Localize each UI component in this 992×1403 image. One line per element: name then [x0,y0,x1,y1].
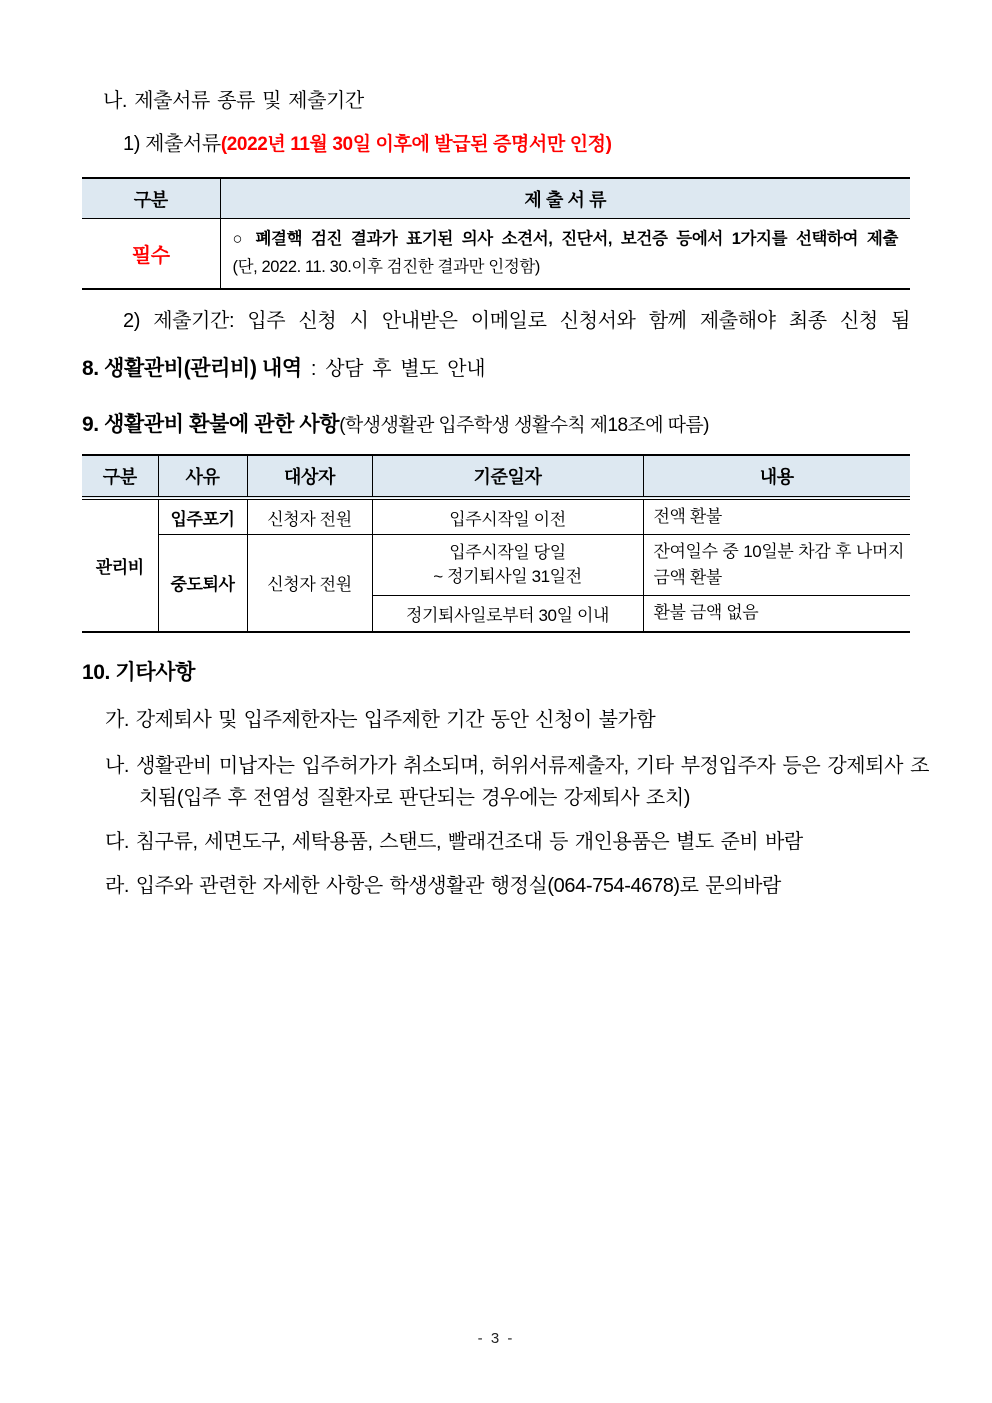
submission-docs-table [82,177,910,290]
page-number: - 3 - [477,1330,515,1347]
table-header-row [82,455,910,498]
section-8-heading [82,355,910,383]
target-cell: 신청자 전원 [247,535,372,632]
section-9-heading [82,411,910,440]
etc-item-ra: 라. 입주와 관련한 자세한 사항은 학생생활관 행정실(064-754-4678)로 문의바람 [105,874,781,897]
docs-label: 1) 제출서류 [123,133,221,155]
submission-period-line: 2) 제출기간: 입주 신청 시 안내받은 이메일로 신청서와 함께 제출해야 최종 신청 됨 [123,310,910,332]
header-cell-target: 대상자 [247,455,372,498]
table-row-early-leave [82,535,910,596]
header-cell-content: 내용 [643,455,910,498]
etc-item-na: 나. 생활관비 미납자는 입주허가가 취소되며, 허위서류제출자, 기타 부정입주자 등은 강제퇴사 조치됨(입주 후 전염성 질환자로 판단되는 경우에는 강제퇴사 조치) [105,754,929,809]
header-cell-basis-date: 기준일자 [372,455,643,498]
table-row-give-up [82,498,910,535]
etc-item-ga: 가. 강제퇴사 및 입주제한자는 입주제한 기간 동안 신청이 불가함 [105,708,656,731]
document-description-cell [220,219,910,290]
refund-detail-cell: 전액 환불 [643,498,910,535]
header-cell-documents: 제 출 서 류 [220,178,910,219]
section-heading-submission-docs: 나. 제출서류 종류 및 제출기간 [103,90,364,112]
section-8-subtitle: : 상담 후 별도 안내 [301,358,486,380]
required-label-cell: 필수 [131,245,170,267]
etc-item-da: 다. 침구류, 세면도구, 세탁용품, 스탠드, 빨래건조대 등 개인용품은 별도 준비 바람 [105,830,803,853]
basis-date-line2: ~ 정기퇴사일 31일전 [433,567,582,586]
refund-detail-cell: 환불 금액 없음 [643,596,910,632]
category-cell: 관리비 [82,498,158,632]
document-requirement-text: ○ 폐결핵 검진 결과가 표기된 의사 소견서, 진단서, 보건증 등에서 1가지를 선택하여 제출 [232,230,898,248]
basis-date-cell: 입주시작일 이전 [372,498,643,535]
header-cell-type: 구분 [82,178,220,219]
section-10-heading: 10. 기타사항 [82,660,195,684]
reason-cell: 입주포기 [158,498,247,535]
table-header-row [82,178,910,219]
header-cell-category: 구분 [82,455,158,498]
section-9-note: (학생생활관 입주학생 생활수칙 제18조에 따름) [339,415,709,436]
basis-date-line1: 입주시작일 당일 [449,543,566,562]
refund-table [82,454,910,633]
basis-date-cell [372,535,643,596]
docs-validity-note: (2022년 11월 30일 이후에 발급된 증명서만 인정) [220,134,612,155]
header-cell-reason: 사유 [158,455,247,498]
document-requirement-condition: (단, 2022. 11. 30.이후 검진한 결과만 인정함) [232,258,540,276]
table-row [82,219,910,290]
refund-detail-cell: 잔여일수 중 10일분 차감 후 나머지 금액 환불 [643,535,910,596]
basis-date-cell: 정기퇴사일로부터 30일 이내 [372,596,643,632]
target-cell: 신청자 전원 [247,498,372,535]
section-9-title: 9. 생활관비 환불에 관한 사항 [82,413,340,436]
section-8-title: 8. 생활관비(관리비) 내역 [82,357,302,380]
reason-cell: 중도퇴사 [158,535,247,632]
docs-line [123,131,910,158]
